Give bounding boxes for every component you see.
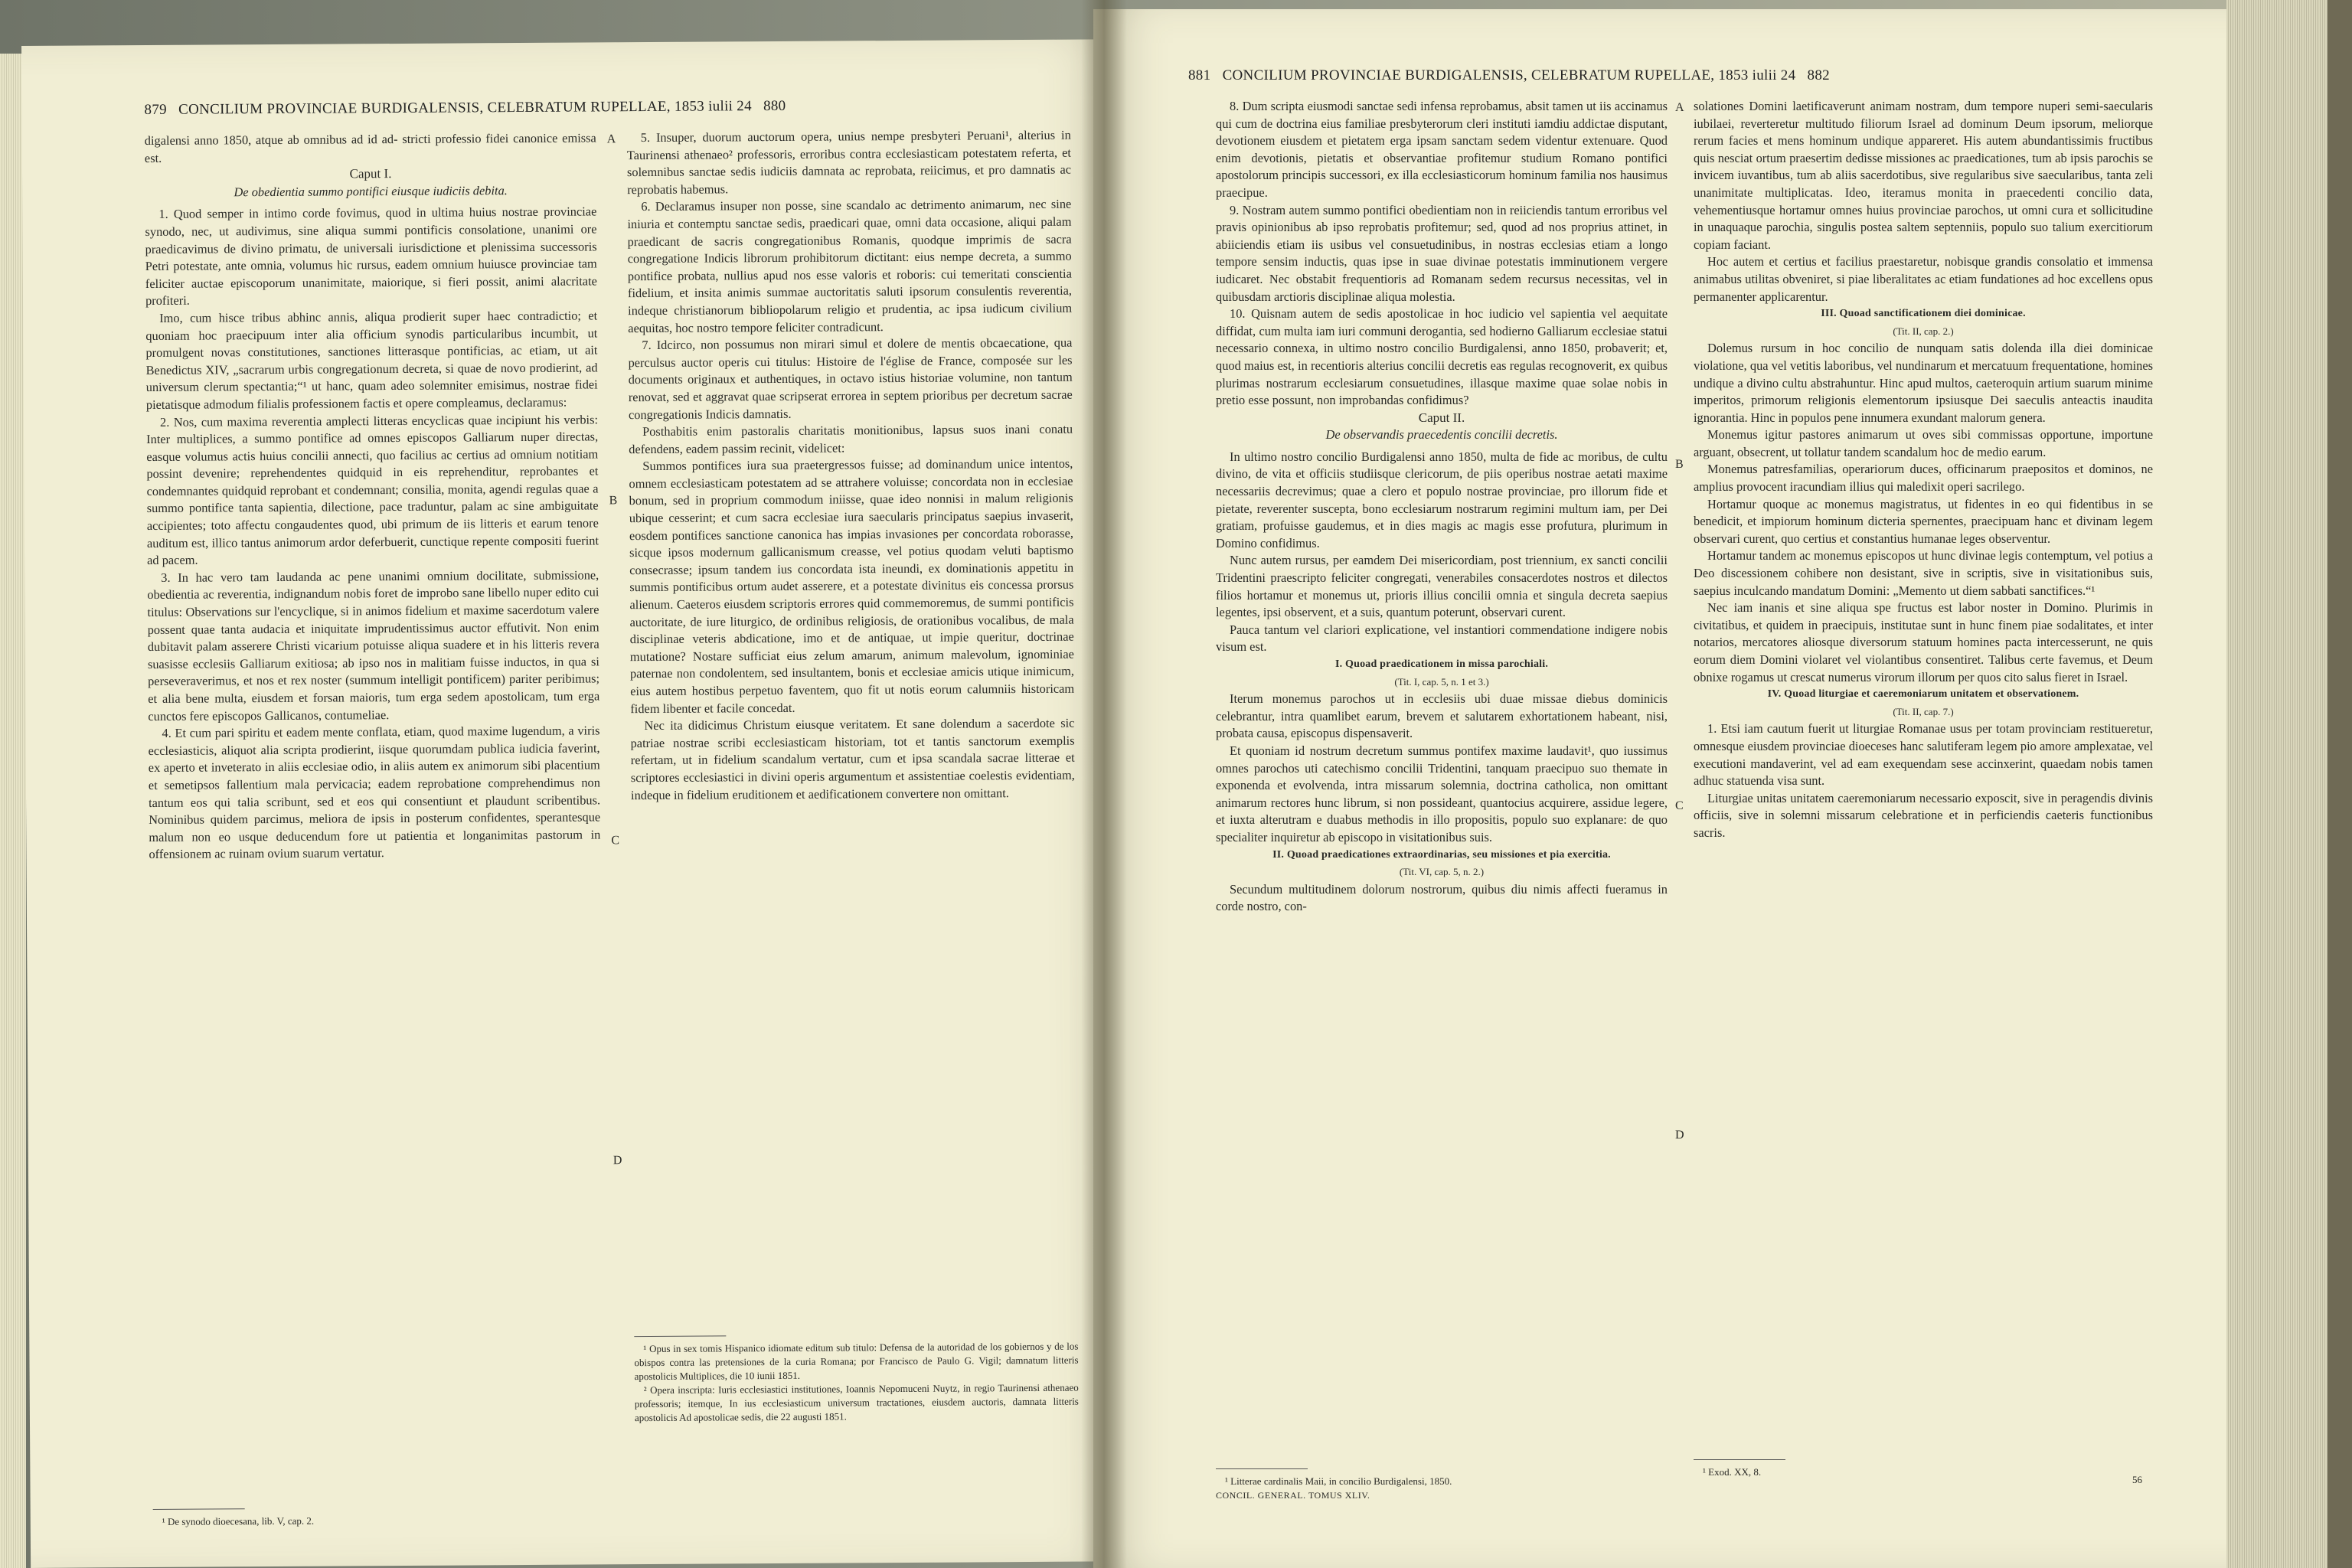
margin-marker: A (1675, 101, 1684, 114)
footnote: ¹ Opus in sex tomis Hispanico idiomate editum sub titulo: Defensa de la autoridad de los gobiernos y de los obispos contra las pretensiones de la curia Romana; por Francisco de Paulo G. Vigil; damnatum litteris apostolicis Multiplices, die 10 iunii 1851. (634, 1340, 1079, 1383)
left-page (21, 39, 1127, 1568)
paragraph: Dolemus rursum in hoc concilio de nunquam satis dolenda illa diei dominicae violatione, qua vel vetitis laboribus, vel nundinarum et mercatuum frequentatione, homines undique a divino cultu abstrahuntur. Hinc apud multos, caeteroquin artium suarum minime imperitos, primorum religionis elementorum ipsiusque Dei saeculis anteactis inaudita ignorantia. Hinc in populos pene innumera exundant malorum genera. (1694, 341, 2153, 425)
paragraph: Hortamur tandem ac monemus episcopos ut hunc divinae legis contemptum, vel potius a Deo discessionem cohibere non desistant, sive in scriptis, sive in visitationibus suis, saepius inculcando mandatum Domini: „Memento ut diem sabbati sanctifices.“¹ (1694, 548, 2153, 598)
margin-marker: D (1675, 1129, 1684, 1142)
paragraph: 4. Et cum pari spiritu et eadem mente conflata, etiam, quod maxime lugendum, a viris ecclesiasticis, aliquot alia scripta prodierint, iisque quorumdam publica iudicia faverint, ex aperto et inveterato in aliis ecclesiae odio, in aliis autem ex animorum sibi placentium et semetipsos fallentium mala pervicacia; eadem reprobatione comprehendimus non tantum eos qui talia scribunt, sed et eos qui consentiunt et plaudunt scribentibus. Nominibus quidem parcimus, meliora de ipsis in posterum confidentes, sperantesque malum non eo usque deducendum fore ut patientia et longanimitas pastorum in offensionem ac ruinam ovium suarum vertatur. (148, 723, 601, 862)
paragraph: Iterum monemus parochos ut in ecclesiis ubi duae missae diebus dominicis celebrantur, intra quamlibet earum, brevem et salutarem exhortationem habeant, nisi, probata causa, episcopus dispensaverit. (1216, 691, 1668, 741)
paragraph: Imo, cum hisce tribus abhinc annis, aliqua prodierit super haec contradictio; et quoniam hoc praecipuum inter alia officium synodis particularibus incumbit, ut promulgent novas constitutiones, sanctiones litterasque pontificias, ac etiam, ut ait Benedictus XIV, „sacrarum urbis congregationum decreta, si quae de novo prodierint, ad universum clerum spectantia;“¹ ut hanc, quam adeo solemniter emisimus, nostrae fidei pietatisque admodum filialis professionem factis et opere compleamus, declaramus: (145, 308, 598, 412)
paragraph: 9. Nostram autem summo pontifici obedientiam non in reiiciendis tantum erroribus vel pravis opinionibus ab ipso reprobatis profitemur; sed, quod ad nos proprius attinet, in abiiciendis etiam iis usibus vel consuetudinibus, in nostras ecclesias etiam a longo tempore sensim inductis, quas ipse in suae divinae potestatis imminutionem vergere iudicaret. Nec obstabit frequentioris ad Romanam sedem recursus necessitas, vel in quibusdam arctioris disciplinae aliqua molestia. (1216, 202, 1668, 304)
paragraph: In ultimo nostro concilio Burdigalensi anno 1850, multa de fide ac moribus, de cultu divino, de vita et officiis studiisque clericorum, de piis operibus nostrae aetati maxime necessariis decrevimus; quae a clero et populo nostrae provinciae, pro illorum fide et pietate, reverenter suscepta, bono ecclesiarum nostrarum regimini multum iam, per Dei gratiam, profuisse gaudemus, et in dies magis ac magis esse profutura, plurimum in Domino confidimus. (1216, 449, 1668, 550)
paragraph: Hortamur quoque ac monemus magistratus, ut fidentes in eo qui fidentibus in se benedicit, et impiorum hominum dicteria spernentes, praecipuam hanc et divinam legem observari curent, quo certius et constantius humanae leges observentur. (1694, 496, 2153, 546)
footnote: ² Opera inscripta: Iuris ecclesiastici institutiones, Ioannis Nepomuceni Nuytz, in regio Taurinensi athenaeo professoris; itemque, In ius ecclesiasticum universum tractationes, eiusdem auctoris, damnata litteris apostolicis Ad apostolicae sedis, die 22 augusti 1851. (634, 1381, 1079, 1424)
paragraph: Monemus patresfamilias, operariorum duces, officinarum praepositos et dominos, ne amplius provocent iracundiam illius qui maledixit operi sacrilego. (1694, 462, 2153, 495)
footnote: ¹ De synodo dioecesana, lib. V, cap. 2. (162, 1514, 315, 1527)
section-heading: II. Quoad praedicationes extraordinarias, seu missiones et pia exercitia. (1272, 848, 1611, 861)
paragraph: solationes Domini laetificaverunt animam nostram, dum tempore nuperi semi-saecularis iubilaei, reverteretur multitudo filiorum Israel ad dominum Deum ipsorum, meliorque rerum facies et mens hominum undique appareret. His autem abundantissimis fructibus quis nesciat ortum praesertim dedisse missiones ac praedicationes, tum ab ipsis parochis se invicem iuvantibus, tum ab aliis sacerdotibus, sive regularibus sive saecularibus, tanta zeli unanimitate multiplicatas. Ideo, iteramus monita in praecedenti concilio data, vehementiusque hortamur omnes huius provinciae parochos, ut omni cura et sollicitudine in unaquaque parochia, singulis postea saltem septenniis, populo suo talium exercitiorum copiam faciant. (1694, 99, 2153, 252)
left-column-2 (627, 127, 1075, 805)
paragraph: 1. Quod semper in intimo corde fovimus, quod in ultima huius nostrae provinciae synodo, nec, ut audivimus, sine aliqua summi pontificis consolatione, unanimi ore praedicavimus de divino primatu, de universali iurisdictione et plenissima successoris Petri potestate, ante omnia, volumus hic rursus, eadem omnium huiusce provinciae tam feliciter auctae episcoporum unanimitate, maiorique, si fieri possit, animi alacritate profiteri. (145, 204, 597, 309)
footnote: ¹ Exod. XX, 8. (1703, 1466, 1762, 1478)
running-title: CONCILIUM PROVINCIAE BURDIGALENSIS, CELEBRATUM RUPELLAE, 1853 iulii 24 (1222, 67, 1796, 83)
paragraph: 1. Etsi iam cautum fuerit ut liturgiae Romanae usus per totam provinciam restitueretur, omnesque eiusdem provinciae dioeceses hanc salutiferam legem pio amore amplexatae, vel executioni mandaverint, vel ad eam exequendam sese accinxerint, quaedam nobis tamen adhuc statuenda visa sunt. (1694, 721, 2153, 789)
chapter-heading: Caput I. (349, 166, 392, 181)
section-reference: (Tit. VI, cap. 5, n. 2.) (1399, 866, 1485, 878)
page-number: 882 (1807, 67, 1830, 83)
paragraph: 2. Nos, cum maxima reverentia amplecti litteras encyclicas quae incipiunt his verbis: Inter multiplices, a summo pontifice ad omnes episcopos Galliarum nuper directas, easque volumus actis huius concilii annecti, quo facilius ac certius ad omnium notitiam possint devenire; reprehendentes quidquid in eis reprehenditur, reprobantes et condemnantes quidquid reprobant et condemnant; consilia, monita, agendi regulas quae a summo pontifice tanta sapientia, dilectione, pace traduntur, palam ac sine ambiguitate accipientes; toto affectu congaudentes quod, ubi primum de iis litteris et earum tenore auditum est, illico tantus animorum ardor deferbuerit, cunctique repente compositi fuerint ad pacem. (146, 411, 599, 568)
sheet-number: 56 (2132, 1474, 2142, 1485)
right-column-2 (1694, 98, 2153, 842)
paragraph: 8. Dum scripta eiusmodi sanctae sedi infensa reprobamus, absit tamen ut iis accinamus qui cum de doctrina eius familiae presbyterorum cleri instituti iamdiu addictae disputant, devotionem eiusdem et pietatem erga ipsam sanctam sedem videntur extenuare. Quod enim devotionis, pietatis et observantiae profitemur studium Romano pontifici apostolorum principis successori, ex illa ecclesiasticorum hominum familia nos hausimus praecipue. (1216, 99, 1668, 200)
right-running-head (1188, 67, 1830, 84)
footnote: ¹ Litterae cardinalis Maii, in concilio Burdigalensi, 1850. (1225, 1475, 1452, 1487)
chapter-subtitle: De obedientia summo pontifici eiusque iudiciis debita. (234, 182, 508, 200)
paragraph: Hoc autem et certius et facilius praestaretur, nobisque grandis consolatio et immensa animabus utilitas obveniret, si piae liberalitates ac etiam fundationes ad hoc excellens opus permanenter applicarentur. (1694, 254, 2153, 304)
paragraph: 6. Declaramus insuper non posse, sine scandalo ac detrimento animarum, nec sine iniuria et contemptu sanctae sedis, praedicari quae, omni data occasione, aliqui palam praedicant de sacris congregationibus Romanis, quodque imprimis de sacra congregatione Indicis librorum prohibitorum dictitant: eius nempe decreta, a summo pontifice probata, nullius apud nos esse valoris et roboris: cui temeritati conscientia fidelium, et insita animis summae auctoritatis saluti ipsorum consulentis reverentia, indeque christianorum bibliopolarum religio et prudentia, ac ipsa iudicum civilium aequitas, hoc nostro tempore feliciter contradicunt. (627, 197, 1073, 335)
paragraph: Summos pontifices iura sua praetergressos fuisse; ad dominandum unice intentos, omnem ecclesiasticam potestatem ad se attrahere voluisse; concordata non in ecclesiae bonum, sed in proprium commodum iniisse, quae ideo nonnisi in malum religionis ubique cesserint; et cum sacra ecclesiae iura saecularis principatus saepius invaserit, eosdem pontifices sanctione canonica has impias invasiones per concordata roborasse, sicque ipsos modernum gallicanismum creasse, vel potius quodam veluti baptismo consecrasse; ipsum tandem ius concordata ista ineundi, ex dominationis appetitu in summis pontificibus ortum audet asserere, et a potestate divinitus eis concessa prorsus alienum. Caeteros eiusdem scriptoris errores quid commemoremus, de summi pontificis auctoritate, de iure liturgico, de ordinibus religiosis, de orationibus vocalibus, de mala disciplinae veteris abdicatione, imo et de antiquae, ut impie queritur, doctrinae mutatione? Nostare sufficiat eius zelum amarum, animum malevolum, ignominiae paternae non condolentem, sed insultantem, bonis et ecclesiae amicis utique inimicum, eius autem hostibus perpetuo faventem, quo fit ut notis eorum calumniis historicam fidem libenter et facile concedat. (629, 456, 1075, 716)
paragraph: Pauca tantum vel clariori explicatione, vel instantiori commendatione indigere nobis visum est. (1216, 622, 1668, 655)
paragraph: Et quoniam id nostrum decretum summus pontifex maxime laudavit¹, quo iussimus omnes parochos uti catechismo concilii Tridentini, tanquam praecipuo suo themate in exponenda et evolvenda, intra missarum solemnia, doctrina catholica, non omittant animarum rectores hunc librum, si non possideant, quantocius acquirere, assidue legere, et iuxta alterutram e duabus methodis in illo propositis, populo suo explanare: de quo specialiter inquiretur ab episcopo in visitationibus suis. (1216, 743, 1668, 844)
margin-marker: A (606, 132, 616, 146)
book-gutter (1081, 0, 1127, 1568)
running-title: CONCILIUM PROVINCIAE BURDIGALENSIS, CELEBRATUM RUPELLAE, 1853 iulii 24 (178, 98, 752, 118)
section-reference: (Tit. I, cap. 5, n. 1 et 3.) (1394, 675, 1489, 688)
book-cover-edge (2328, 0, 2352, 1568)
paragraph: Nec iam inanis et sine aliqua spe fructus est labor noster in Domino. Plurimis in civitatibus, et quidem in praecipuis, institutae sunt in hunc finem piae sodalitates, et inter notarios, mercatores aliosque diversorum statuum homines pacta intercesserunt, ne quis eorum diem Domini violaret vel violantibus consentiret. Talibus certe favemus, et Deum obnixe rogamus ut crescat numerus virorum illorum per quos cito salus fieret in Israel. (1694, 600, 2153, 684)
margin-marker: B (1675, 458, 1684, 471)
paragraph: Monemus igitur pastores animarum ut oves sibi commissas opportune, importune arguant, obsecrent, ut tollatur tandem scandalum hoc de medio earum. (1694, 427, 2153, 459)
paragraph: 5. Insuper, duorum auctorum opera, unius nempe presbyteri Peruani¹, alterius in Taurinensi athenaeo² professoris, erroribus contra ecclesiasticam potestatem referta, et solemnibus sanctae sedis iudiciis damnata ac reprobata, reiicimus, et pro damnatis ac reprobatis habemus. (626, 127, 1072, 197)
margin-marker: B (609, 494, 618, 508)
paragraph: digalensi anno 1850, atque ab omnibus ad id ad- stricti professio fidei canonice emissa est. (144, 130, 596, 165)
paragraph: Nec ita didicimus Christum eiusque veritatem. Et sane dolendum a sacerdote sic patriae nostrae scribi ecclesiasticam historiam, tot et tantis sanctorum exemplis refertam, ut in fidelium scandalum vertatur, cum et ipsa scandala sacrae litterae et scriptores ecclesiastici in divini operis argumentum et assistentiae coelestis evidentiam, indeque in fidelium eruditionem et aedificationem convertere non omittant. (630, 715, 1075, 802)
footnote-rule (634, 1335, 726, 1337)
paragraph: Nunc autem rursus, per eamdem Dei misericordiam, post triennium, ex sancti concilii Tridentini praescripto feliciter congregati, venerabiles consacerdotes nostros et dilectos filios hortamur et monemus ut, prioris illius concilii omnia et singula decreta saepius legentes, ipsi observent, et a suis, quantum poterunt, observari curent. (1216, 553, 1668, 620)
chapter-subtitle: De observandis praecedentis concilii decretis. (1325, 427, 1558, 443)
paragraph: Liturgiae unitas unitatem caeremoniarum necessario exposcit, sive in peragendis divinis officiis, sive in solemni missarum celebratione et in perficiendis caeteris functionibus sacris. (1694, 790, 2153, 840)
left-footnotes-2 (634, 1340, 1079, 1426)
section-reference: (Tit. II, cap. 7.) (1893, 705, 1954, 717)
section-reference: (Tit. II, cap. 2.) (1893, 325, 1954, 337)
paragraph: Secundum multitudinem dolorum nostrorum, quibus diu nimis affecti fueramus in corde nostro, con- (1216, 881, 1668, 914)
section-heading: IV. Quoad liturgiae et caeremoniarum unitatem et observationem. (1767, 688, 2079, 701)
margin-marker: D (612, 1154, 622, 1168)
footnote-rule (153, 1508, 245, 1510)
right-page-edges (2226, 0, 2334, 1568)
paragraph: 10. Quisnam autem de sedis apostolicae in hoc iudicio vel sapientia vel aequitate diffidat, cum multa iam iuri communi derogantia, sed hodierno Galliarum ecclesiae statui necessario connexa, in ultimo nostro concilio Burdigalensi, anno 1850, probaverit; et, quod maius est, in recentioris alterius concilii decretis eas regulas recognoverit, ex quibus plurimas nostrarum ecclesiarum consuetudines, illasque maxime quae solae nobis in pretio esse possunt, non improbandas confidimus? (1216, 306, 1668, 408)
signature-mark: CONCIL. GENERAL. TOMUS XLIV. (1216, 1490, 1370, 1501)
footnote-rule (1216, 1468, 1308, 1469)
page-number: 881 (1188, 67, 1211, 83)
chapter-heading: Caput II. (1418, 410, 1465, 425)
right-column-1 (1216, 98, 1668, 916)
page-number: 880 (763, 97, 786, 115)
right-footnote-1 (1216, 1475, 1668, 1502)
paragraph: 3. In hac vero tam laudanda ac pene unanimi omnium docilitate, submissione, obedientia ac reverentia, indignandum nobis foret de improbo sane libello nuper edito cui titulus: Observations sur l'encyclique, si in animos fidelium et maxime sacerdotum valere possent quae tanta audacia et iniquitate imprudentissimus auctor effutivit. Non enim dubitavit palam asserere Christi vicarium potuisse aliqua suadere et in his litteris revera suasisse ecclesiis Galliarum exitiosa; ab ipso nos in malitiam fuisse inductos, in qua si perseveraverimus, et nos et rex noster (summum intelligit pontificem) pariter peribimus; et alia bene multa, eiusdem et forsan maioris, tum erga sedem apostolicam, tum erga cunctos fere episcopos Gallicanos, contumeliae. (147, 567, 600, 724)
left-running-head (144, 98, 786, 119)
margin-marker: C (1675, 799, 1684, 812)
left-footnote-1 (153, 1512, 605, 1529)
left-column-1 (145, 129, 601, 864)
section-heading: I. Quoad praedicationem in missa parochiali. (1334, 658, 1549, 670)
paragraph: 7. Idcirco, non possumus non mirari simul et dolere de mentis obcaecatione, qua perculsus auctor operis cui titulus: Histoire de l'église de France, composée sur les documents originaux et authentiques, in octavo istius historiae volumine, non tantum renovat, sed et aggravat quae scripserat errorea in septem prioribus per decretum sacrae congregationis Indicis damnatis. (628, 335, 1073, 422)
footnote-rule (1694, 1459, 1785, 1460)
page-number: 879 (144, 101, 167, 119)
margin-marker: C (611, 834, 620, 848)
right-page (1093, 9, 2226, 1568)
paragraph: Posthabitis enim pastoralis charitatis monitionibus, lapsus suos inani conatu defendens, eadem passim recinit, videlicet: (629, 421, 1073, 456)
section-heading: III. Quoad sanctificationem diei dominicae. (1821, 308, 2026, 320)
